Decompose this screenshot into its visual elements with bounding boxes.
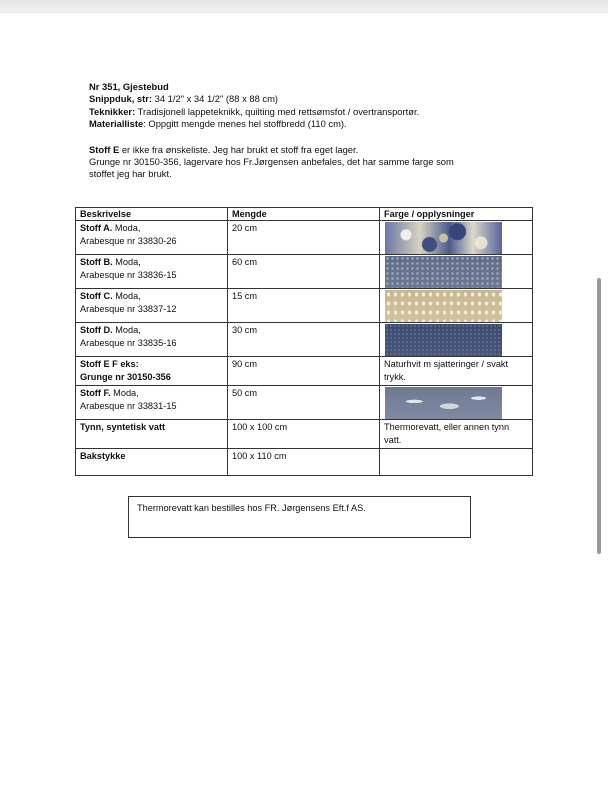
header-description: Beskrivelse xyxy=(76,208,228,221)
info-cell: Naturhvit m sjatteringer / svakt trykk. xyxy=(380,357,533,386)
table-header-row xyxy=(76,208,533,221)
table-row xyxy=(76,221,533,255)
size-line: Snippduk, str: 34 1/2" x 34 1/2" (88 x 88 cm) xyxy=(89,93,279,105)
amount-cell: 50 cm xyxy=(228,386,380,420)
description-cell: Stoff C. Moda, Arabesque nr 33837-12 xyxy=(76,289,228,323)
header-color-info: Farge / opplysninger xyxy=(380,208,533,221)
description-cell: Tynn, syntetisk vatt xyxy=(76,420,228,449)
fabric-swatch-image xyxy=(385,387,502,419)
table-row xyxy=(76,449,533,476)
order-note-text: Thermorevatt kan bestilles hos FR. Jørgensens Eft.f AS. xyxy=(137,503,366,513)
amount-cell: 30 cm xyxy=(228,323,380,357)
scrollbar-thumb[interactable] xyxy=(597,278,601,554)
fabric-note-line1: Stoff E er ikke fra ønskeliste. Jeg har brukt et stoff fra eget lager. xyxy=(89,143,359,155)
fabric-note-line3: stoffet jeg har brukt. xyxy=(89,168,172,180)
technique-line: Teknikker: Tradisjonell lappeteknikk, quilting med rettsømsfot / overtransportør. xyxy=(89,105,420,117)
table-row xyxy=(76,357,533,386)
amount-cell: 60 cm xyxy=(228,255,380,289)
amount-cell: 15 cm xyxy=(228,289,380,323)
fabric-swatch-image xyxy=(385,222,502,254)
table-row xyxy=(76,255,533,289)
fabric-swatch-image xyxy=(385,290,502,322)
description-cell: Stoff A. Moda, Arabesque nr 33830-26 xyxy=(76,221,228,255)
thermorevatt-order-note xyxy=(128,496,471,538)
swatch-cell xyxy=(380,255,533,289)
table-row xyxy=(76,323,533,357)
info-cell: Thermorevatt, eller annen tynn vatt. xyxy=(380,420,533,449)
swatch-cell xyxy=(380,221,533,255)
fabric-swatch-image xyxy=(385,256,502,288)
amount-cell: 20 cm xyxy=(228,221,380,255)
material-line: Materialliste: Oppgitt mengde menes hel stoffbredd (110 cm). xyxy=(89,118,347,130)
description-cell: Stoff F. Moda, Arabesque nr 33831-15 xyxy=(76,386,228,420)
fabric-note-line2: Grunge nr 30150-356, lagervare hos Fr.Jørgensen anbefales, det har samme farge som xyxy=(89,156,454,168)
fabric-swatch-image xyxy=(385,324,502,356)
description-cell: Stoff B. Moda, Arabesque nr 33836-15 xyxy=(76,255,228,289)
description-cell: Bakstykke xyxy=(76,449,228,476)
swatch-cell xyxy=(380,289,533,323)
info-cell xyxy=(380,449,533,476)
swatch-cell xyxy=(380,386,533,420)
description-cell: Stoff E F eks: Grunge nr 30150-356 xyxy=(76,357,228,386)
swatch-cell xyxy=(380,323,533,357)
table-row xyxy=(76,289,533,323)
amount-cell: 100 x 110 cm xyxy=(228,449,380,476)
header-amount: Mengde xyxy=(228,208,380,221)
table-row xyxy=(76,420,533,449)
pattern-title: Nr 351, Gjestebud xyxy=(89,81,169,92)
document-intro xyxy=(89,81,539,181)
amount-cell: 100 x 100 cm xyxy=(228,420,380,449)
amount-cell: 90 cm xyxy=(228,357,380,386)
materials-table xyxy=(75,207,533,476)
browser-top-bar xyxy=(0,0,608,13)
description-cell: Stoff D. Moda, Arabesque nr 33835-16 xyxy=(76,323,228,357)
table-row xyxy=(76,386,533,420)
